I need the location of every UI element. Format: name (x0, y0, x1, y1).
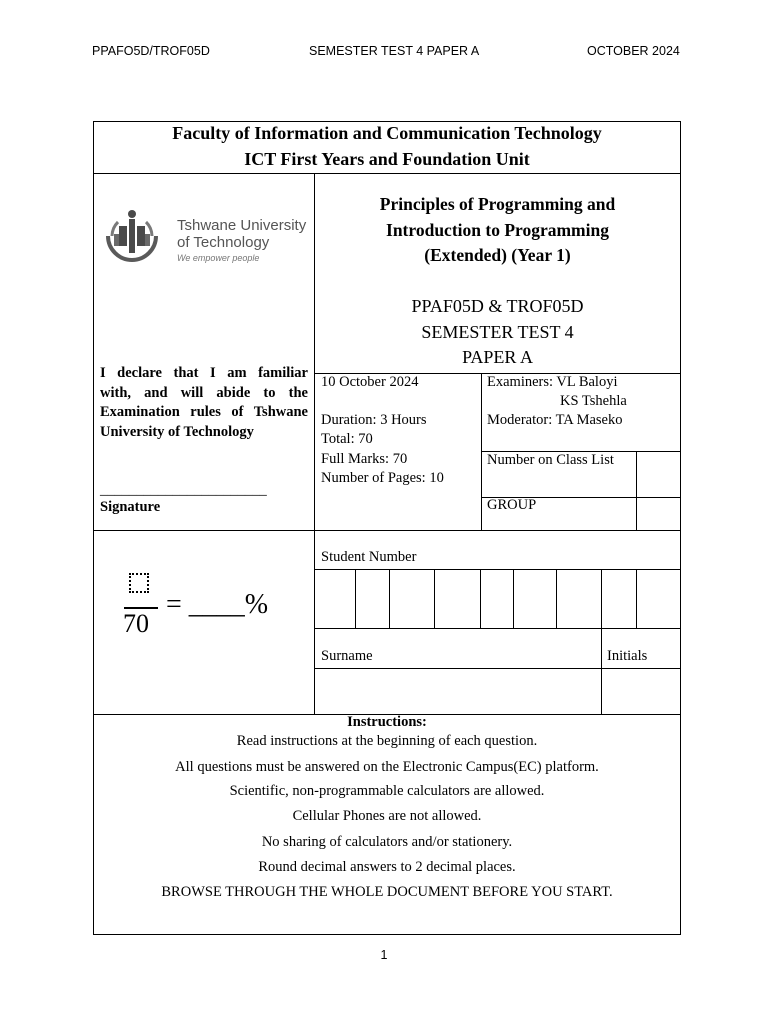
score-fraction (120, 570, 300, 650)
surname-label: Surname (321, 648, 373, 664)
instruction-item: Cellular Phones are not allowed. (292, 808, 482, 824)
group-box[interactable] (637, 498, 680, 530)
page-count: Number of Pages: 10 (321, 470, 444, 486)
moderator: Moderator: TA Maseko (487, 412, 623, 428)
score-placeholder-box[interactable] (129, 573, 149, 593)
logo-name-line1: Tshwane University (177, 217, 307, 234)
header-left: PPAFO5D/TROF05D (92, 44, 210, 58)
signature-label: Signature (100, 499, 161, 515)
page-number: 1 (380, 948, 388, 962)
test-date: 10 October 2024 (321, 374, 419, 390)
faculty-title: Faculty of Information and Communication Technology (172, 123, 602, 143)
group-label: GROUP (487, 497, 537, 513)
student-number-label: Student Number (321, 549, 417, 565)
university-emblem-icon (102, 204, 162, 270)
course-code: PPAF05D & TROF05D (411, 296, 584, 316)
declaration-line1: I declare that I am familiar (100, 365, 308, 381)
instruction-item: Scientific, non-programmable calculators are allowed. (229, 783, 545, 799)
declaration-line3: Examination rules of Tshwane (100, 404, 308, 420)
instructions-title: Instructions: (347, 714, 427, 730)
instruction-item: Read instructions at the beginning of each question. (236, 733, 538, 749)
signature-line[interactable]: _______________________ (100, 482, 267, 498)
declaration-line4: University of Technology (100, 423, 254, 440)
instruction-item: No sharing of calculators and/or stationery. (261, 834, 513, 850)
initials-label: Initials (607, 648, 648, 664)
logo-name-line2: of Technology (177, 234, 270, 251)
instruction-item: All questions must be answered on the Electronic Campus(EC) platform. (175, 759, 599, 775)
header-center: SEMESTER TEST 4 PAPER A (309, 44, 480, 58)
class-list-label: Number on Class List (487, 452, 614, 468)
examiner-2: KS Tshehla (560, 393, 627, 409)
declaration-line2: with, and will abide to the (100, 384, 308, 401)
paper-label: PAPER A (462, 347, 533, 367)
logo-tagline: We empower people (177, 253, 260, 263)
percentage-blank: = ____% (166, 589, 269, 620)
surname-input[interactable] (315, 669, 601, 714)
test-name: SEMESTER TEST 4 (421, 322, 574, 342)
instruction-item: BROWSE THROUGH THE WHOLE DOCUMENT BEFORE YOU START. (161, 884, 613, 900)
examiners: Examiners: VL Baloyi (487, 374, 618, 390)
unit-title: ICT First Years and Foundation Unit (244, 149, 530, 169)
course-title-line3: (Extended) (Year 1) (424, 245, 571, 265)
initials-input[interactable] (602, 669, 680, 714)
score-denominator: 70 (123, 609, 149, 638)
duration: Duration: 3 Hours (321, 412, 427, 428)
instruction-item: Round decimal answers to 2 decimal places. (258, 859, 516, 875)
course-title-line2: Introduction to Programming (386, 220, 609, 240)
total-marks: Total: 70 (321, 431, 373, 447)
tut-logo (102, 204, 312, 270)
header-right: OCTOBER 2024 (587, 44, 680, 58)
class-list-number-box[interactable] (637, 452, 680, 497)
declaration (100, 364, 308, 442)
full-marks: Full Marks: 70 (321, 451, 408, 467)
course-title-line1: Principles of Programming and (379, 194, 616, 214)
